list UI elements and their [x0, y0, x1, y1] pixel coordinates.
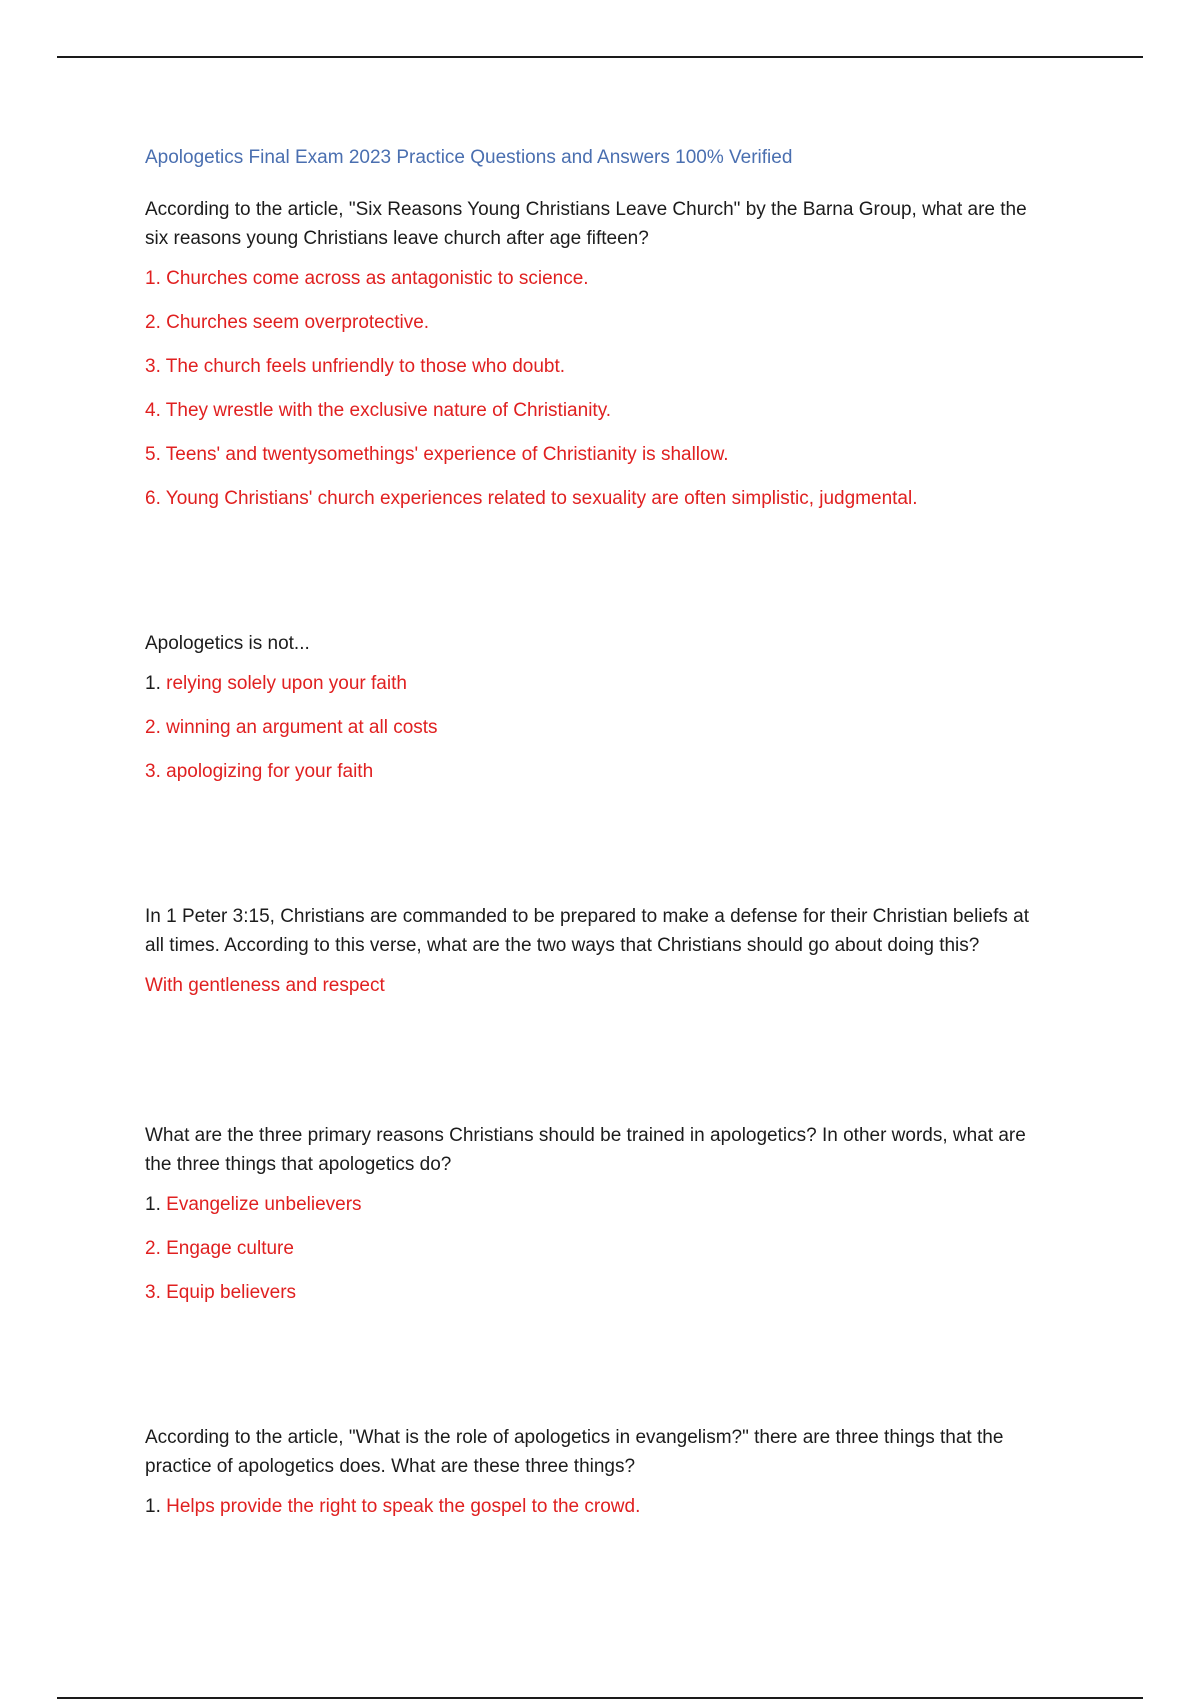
answer-number: 1.: [145, 673, 161, 694]
question-text: According to the article, "What is the role of apologetics in evangelism?" there are three things that the practice of apologetics does. What are these three things?: [145, 1427, 1004, 1477]
answer-item: 2. Engage culture: [145, 1238, 294, 1259]
answer-text: Helps provide the right to speak the gospel to the crowd.: [166, 1496, 641, 1517]
document-title: Apologetics Final Exam 2023 Practice Questions and Answers 100% Verified: [145, 147, 793, 168]
answer-item: With gentleness and respect: [145, 975, 385, 996]
answer-item: 3. The church feels unfriendly to those who doubt.: [145, 356, 566, 377]
spacer: [145, 1323, 1045, 1423]
top-rule: [57, 56, 1143, 58]
answer-number: 1.: [145, 1194, 161, 1215]
question-block-3: [145, 902, 1045, 1000]
answer-item: [145, 670, 1045, 698]
question-block-5: [145, 1423, 1045, 1521]
answer-item: 2. Churches seem overprotective.: [145, 312, 430, 333]
question-text: According to the article, "Six Reasons Young Christians Leave Church" by the Barna Group, what are the six reasons young Christians leave church after age fifteen?: [145, 199, 1027, 249]
spacer: [145, 802, 1045, 902]
answer-number: 1.: [145, 1496, 161, 1517]
question-block-4: [145, 1121, 1045, 1307]
question-text: What are the three primary reasons Christians should be trained in apologetics? In other words, what are the three things that apologetics do?: [145, 1125, 1026, 1175]
answer-item: 5. Teens' and twentysomethings' experience of Christianity is shallow.: [145, 444, 729, 465]
answer-item: 2. winning an argument at all costs: [145, 717, 438, 738]
question-text: Apologetics is not...: [145, 633, 310, 654]
answer-item: [145, 1493, 1045, 1521]
bottom-rule: [57, 1697, 1143, 1699]
question-block-2: [145, 629, 1045, 786]
document-body: [145, 143, 1045, 1537]
answer-text: relying solely upon your faith: [166, 673, 407, 694]
answer-item: 6. Young Christians' church experiences related to sexuality are often simplistic, judgmental.: [145, 488, 918, 509]
answer-item: [145, 1191, 1045, 1219]
question-text: In 1 Peter 3:15, Christians are commanded to be prepared to make a defense for their Christian beliefs at all times. According to this verse, what are the two ways that Christians should go about doing this?: [145, 906, 1029, 956]
answer-item: 3. Equip believers: [145, 1282, 297, 1303]
spacer: [145, 1016, 1045, 1121]
question-block-1: [145, 195, 1045, 513]
answer-text: Evangelize unbelievers: [166, 1194, 362, 1215]
spacer: [145, 529, 1045, 629]
answer-item: 1. Churches come across as antagonistic to science.: [145, 268, 589, 289]
answer-item: 3. apologizing for your faith: [145, 761, 374, 782]
answer-item: 4. They wrestle with the exclusive nature of Christianity.: [145, 400, 612, 421]
